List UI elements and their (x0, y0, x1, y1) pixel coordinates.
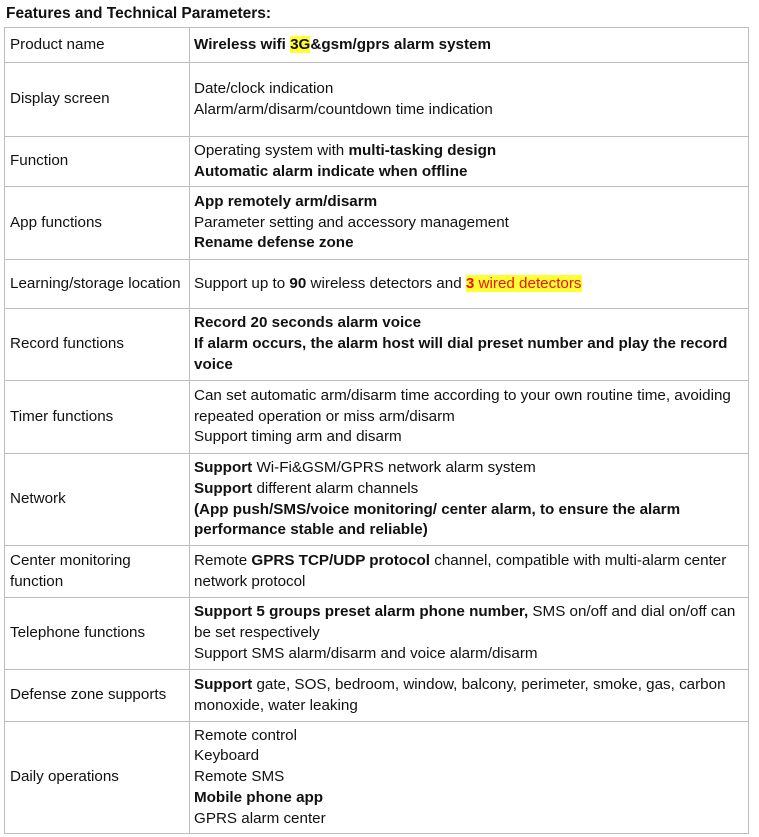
value-text: &gsm/gprs alarm system (310, 35, 492, 53)
value-text: Support (194, 479, 253, 497)
row-value (190, 546, 749, 598)
row-value (190, 670, 749, 722)
value-line (194, 427, 746, 448)
value-line (194, 313, 746, 334)
row-label: Defense zone supports (5, 670, 190, 722)
value-text: Support SMS alarm/disarm and voice alarm/disarm (194, 644, 538, 662)
table-row (5, 598, 749, 670)
value-line (194, 675, 746, 717)
table-row (5, 454, 749, 546)
value-line (194, 726, 746, 747)
value-text: If alarm occurs, the alarm host will dial preset number and play the record voice (194, 335, 732, 373)
value-text: Record 20 seconds alarm voice (194, 314, 422, 332)
table-row (5, 309, 749, 381)
value-line (194, 500, 746, 542)
row-value (190, 137, 749, 187)
value-text: gate, SOS, bedroom, window, balcony, perimeter, smoke, gas, carbon monoxide, water leaking (194, 675, 730, 714)
value-line (194, 788, 746, 809)
table-row (5, 28, 749, 63)
page-title: Features and Technical Parameters: (6, 5, 272, 22)
value-line (194, 100, 746, 121)
value-text: channel, compatible with multi-alarm center network protocol (194, 551, 731, 590)
value-text: App remotely arm/disarm (194, 192, 378, 210)
table-row (5, 63, 749, 137)
value-text: wireless detectors and (306, 274, 466, 292)
row-value (190, 309, 749, 381)
value-text: Remote control (194, 726, 297, 744)
value-text: Date/clock indication (194, 79, 334, 97)
row-label: Record functions (5, 309, 190, 381)
table-row (5, 137, 749, 187)
row-value (190, 260, 749, 309)
row-value (190, 28, 749, 63)
row-value (190, 63, 749, 137)
row-value (190, 454, 749, 546)
value-line (194, 334, 746, 376)
value-text: Keyboard (194, 747, 260, 765)
value-line (194, 192, 746, 213)
row-label: Telephone functions (5, 598, 190, 670)
row-label: Function (5, 137, 190, 187)
value-text: 3G (290, 35, 311, 53)
parameters-table (4, 27, 749, 834)
value-text: Support (194, 458, 253, 476)
table-row (5, 187, 749, 260)
table-row (5, 546, 749, 598)
value-line (194, 213, 746, 234)
value-text: Can set automatic arm/disarm time according to your own routine time, avoiding repeated operation or miss arm/disarm (194, 386, 736, 425)
value-text: Automatic alarm indicate when offline (194, 162, 468, 180)
value-line (194, 767, 746, 788)
value-text: Support 5 groups preset alarm phone number, (194, 603, 529, 621)
value-text: Alarm/arm/disarm/countdown time indication (194, 100, 493, 118)
row-label: Learning/storage location (5, 260, 190, 309)
value-line (194, 79, 746, 100)
value-line (194, 602, 746, 644)
value-text: Wireless wifi (194, 35, 291, 53)
table-row (5, 381, 749, 454)
value-text: multi-tasking design (348, 141, 497, 159)
row-label: Timer functions (5, 381, 190, 454)
value-line (194, 274, 746, 295)
table-row (5, 260, 749, 309)
table-row (5, 670, 749, 722)
value-line (194, 233, 746, 254)
value-text: Rename defense zone (194, 234, 354, 252)
value-text: Remote (194, 551, 252, 569)
value-text: Operating system with (194, 141, 349, 159)
value-line (194, 479, 746, 500)
row-label: Center monitoring function (5, 546, 190, 598)
row-label: Daily operations (5, 722, 190, 834)
row-label: Product name (5, 28, 190, 63)
value-line (194, 35, 746, 56)
table-row (5, 722, 749, 834)
row-label: App functions (5, 187, 190, 260)
value-line (194, 551, 746, 593)
value-text: Support (194, 675, 253, 693)
value-text: Support timing arm and disarm (194, 428, 402, 446)
row-value (190, 598, 749, 670)
value-text: SMS on/off and dial on/off can be set respectively (194, 603, 740, 642)
value-line (194, 809, 746, 830)
value-line (194, 644, 746, 665)
row-value (190, 722, 749, 834)
value-text: wired detectors (474, 274, 582, 292)
row-value (190, 187, 749, 260)
value-line (194, 162, 746, 183)
value-text: Parameter setting and accessory management (194, 213, 509, 231)
value-line (194, 386, 746, 428)
value-line (194, 141, 746, 162)
value-text: Mobile phone app (194, 788, 324, 806)
value-line (194, 458, 746, 479)
value-text: (App push/SMS/voice monitoring/ center alarm, to ensure the alarm performance stable and reliable) (194, 500, 685, 539)
value-text: Remote SMS (194, 768, 285, 786)
value-text: GPRS alarm center (194, 809, 326, 827)
value-text: 90 (289, 274, 307, 292)
value-text: GPRS TCP/UDP protocol (251, 551, 431, 569)
parameters-table-body (5, 28, 749, 834)
row-value (190, 381, 749, 454)
row-label: Display screen (5, 63, 190, 137)
value-line (194, 746, 746, 767)
value-text: different alarm channels (252, 479, 419, 497)
value-text: 3 (465, 274, 475, 292)
value-text: Wi-Fi&GSM/GPRS network alarm system (252, 458, 536, 476)
row-label: Network (5, 454, 190, 546)
value-text: Support up to (194, 274, 290, 292)
